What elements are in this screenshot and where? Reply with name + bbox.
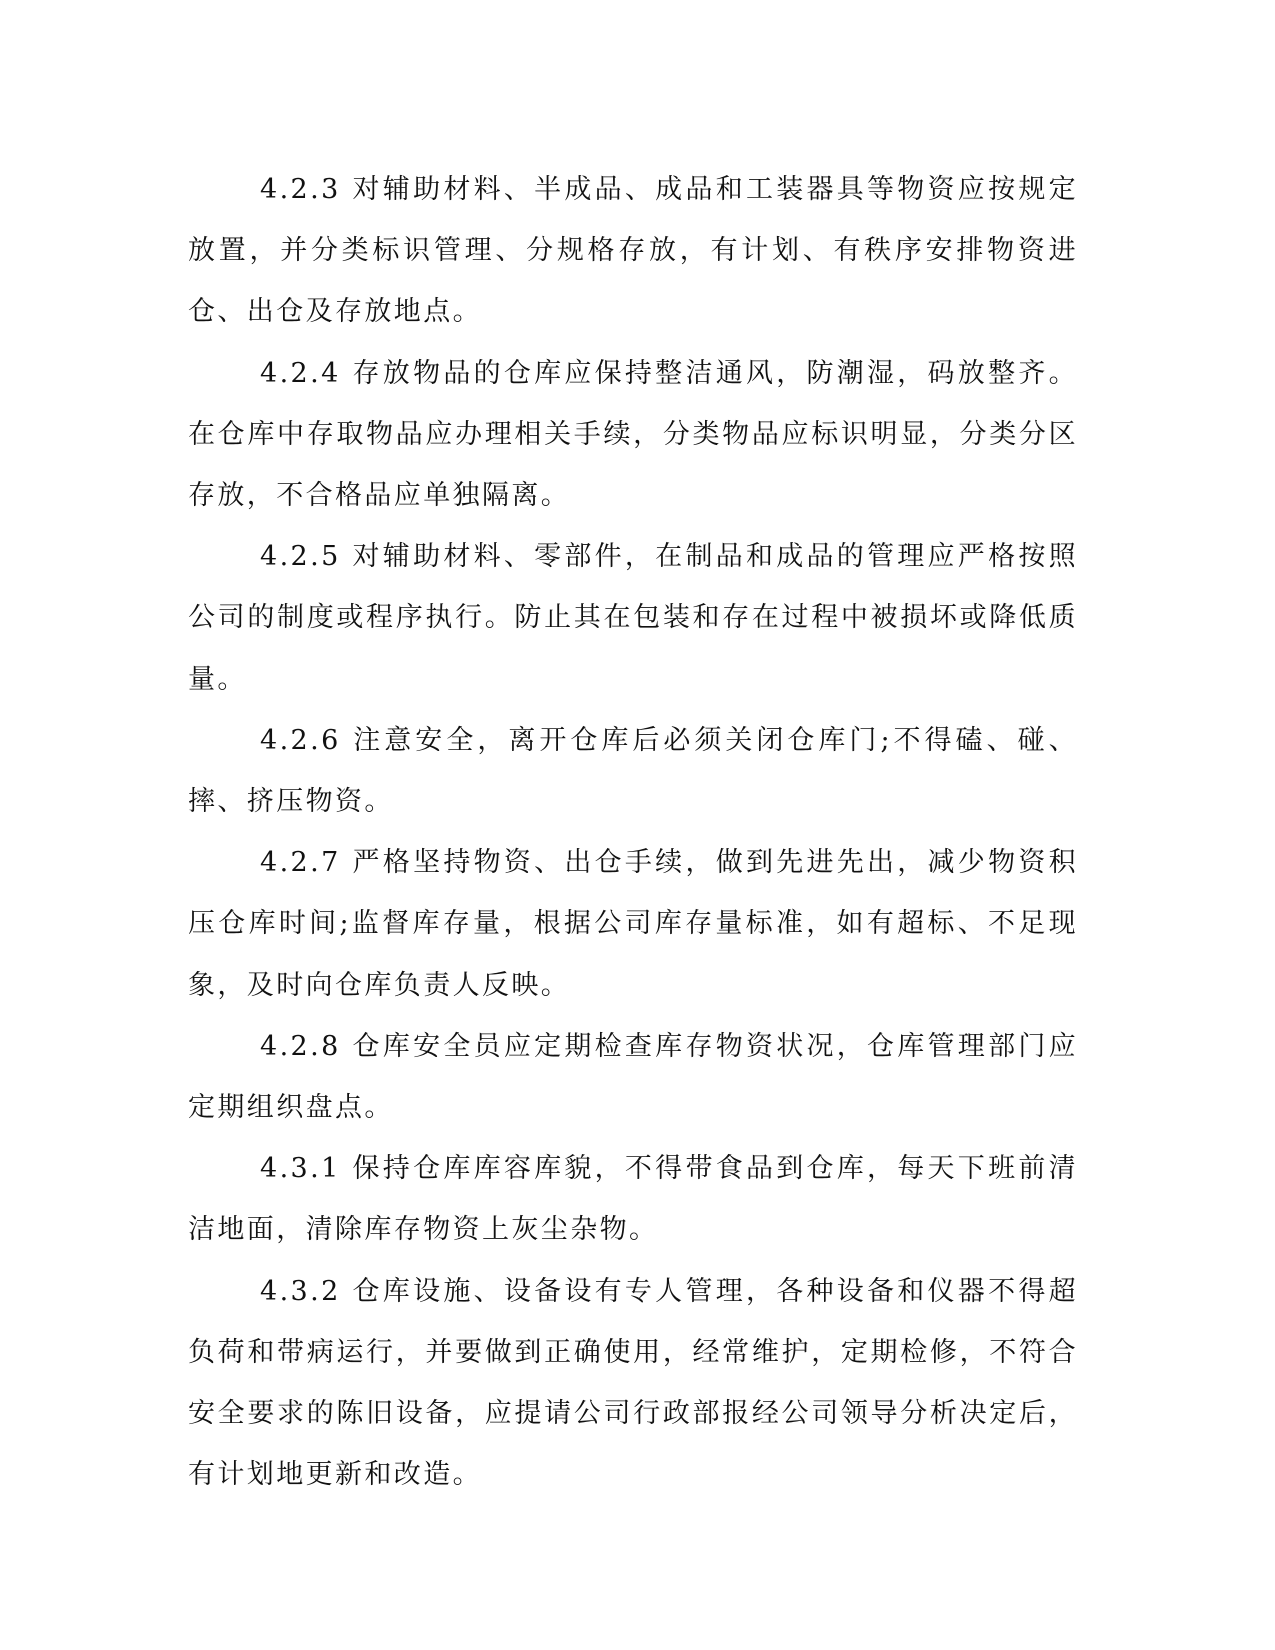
- document-body: [188, 159, 1078, 1505]
- paragraph-4-2-5: 4.2.5 对辅助材料、零部件，在制品和成品的管理应严格按照公司的制度或程序执行。防止其在包装和存在过程中被损坏或降低质量。: [188, 541, 1078, 695]
- paragraph-4-2-3: 4.2.3 对辅助材料、半成品、成品和工装器具等物资应按规定放置，并分类标识管理、分规格存放，有计划、有秩序安排物资进仓、出仓及存放地点。: [188, 174, 1078, 328]
- paragraph-4-2-8: 4.2.8 仓库安全员应定期检查库存物资状况，仓库管理部门应定期组织盘点。: [188, 1030, 1078, 1124]
- paragraph-4-2-4: 4.2.4 存放物品的仓库应保持整洁通风，防潮湿，码放整齐。在仓库中存取物品应办理相关手续，分类物品应标识明显，分类分区存放，不合格品应单独隔离。: [188, 357, 1078, 512]
- paragraph-4-3-2: 4.3.2 仓库设施、设备设有专人管理，各种设备和仪器不得超负荷和带病运行，并要做到正确使用，经常维护，定期检修，不符合安全要求的陈旧设备，应提请公司行政部报经公司领导分析决定后，有计划地更新和改造。: [188, 1275, 1078, 1491]
- paragraph-4-2-7: 4.2.7 严格坚持物资、出仓手续，做到先进先出，减少物资积压仓库时间;监督库存量，根据公司库存量标准，如有超标、不足现象，及时向仓库负责人反映。: [188, 847, 1078, 1001]
- paragraph-4-2-6: 4.2.6 注意安全，离开仓库后必须关闭仓库门;不得磕、碰、摔、挤压物资。: [188, 724, 1078, 818]
- paragraph-4-3-1: 4.3.1 保持仓库库容库貌，不得带食品到仓库，每天下班前清洁地面，清除库存物资上灰尘杂物。: [188, 1153, 1078, 1246]
